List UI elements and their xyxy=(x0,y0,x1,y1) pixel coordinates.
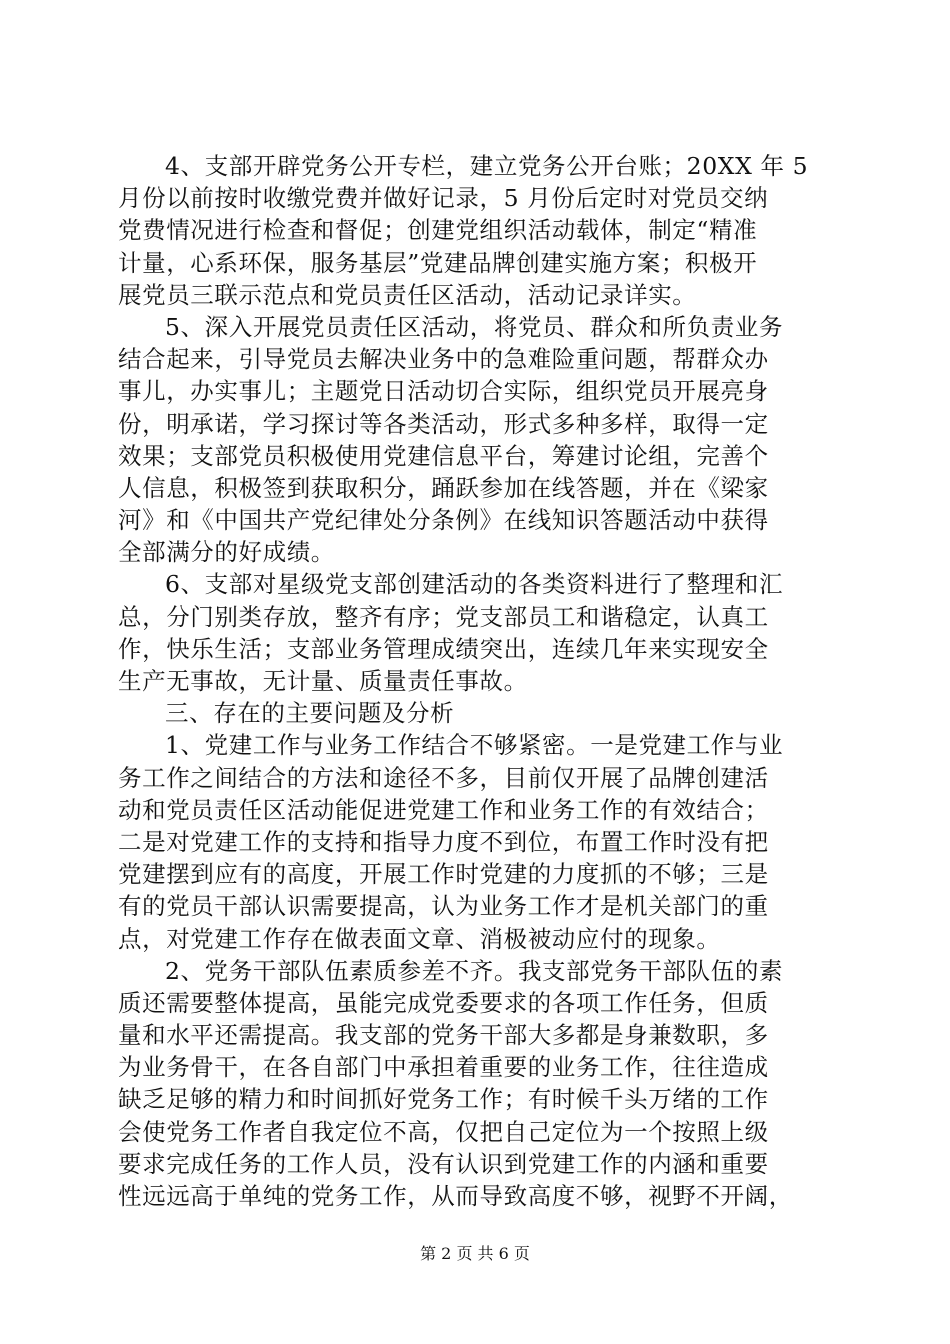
paragraph-5-line: 5、深入开展党员责任区活动，将党员、群众和所负责业务 xyxy=(165,312,784,341)
problem-1-line: 党建摆到应有的高度，开展工作时党建的力度抓的不够；三是 xyxy=(118,860,769,889)
problem-2-line: 会使党务工作者自我定位不高，仅把自己定位为一个按照上级 xyxy=(118,1117,769,1146)
problem-2-line: 为业务骨干，在各自部门中承担着重要的业务工作，往往造成 xyxy=(118,1053,769,1082)
paragraph-6-line: 总，分门别类存放，整齐有序；党支部员工和谐稳定，认真工 xyxy=(118,602,769,631)
paragraph-5-line: 事儿，办实事儿；主题党日活动切合实际，组织党员开展亮身 xyxy=(118,377,769,406)
paragraph-5-line: 河》和《中国共产党纪律处分条例》在线知识答题活动中获得 xyxy=(118,506,769,535)
problem-2-line: 量和水平还需提高。我支部的党务干部大多都是身兼数职，多 xyxy=(118,1021,769,1050)
problem-1-line: 务工作之间结合的方法和途径不多，目前仅开展了品牌创建活 xyxy=(118,763,769,792)
page-number-footer: 第 2 页 共 6 页 xyxy=(420,1244,530,1263)
problem-2-line: 质还需要整体提高，虽能完成党委要求的各项工作任务，但质 xyxy=(118,988,769,1017)
paragraph-4-line: 计量，心系环保，服务基层”党建品牌创建实施方案；积极开 xyxy=(118,248,758,277)
document-body xyxy=(118,150,838,1212)
paragraph-5-line: 效果；支部党员积极使用党建信息平台，筹建讨论组，完善个 xyxy=(118,441,769,470)
problem-1-line: 1、党建工作与业务工作结合不够紧密。一是党建工作与业 xyxy=(165,731,784,760)
paragraph-6-line: 作，快乐生活；支部业务管理成绩突出，连续几年来实现安全 xyxy=(118,634,769,663)
section-heading: 三、存在的主要问题及分析 xyxy=(165,699,455,728)
paragraph-4-line: 4、支部开辟党务公开专栏，建立党务公开台账；20XX 年 5 xyxy=(165,152,809,180)
problem-2-line: 缺乏足够的精力和时间抓好党务工作；有时候千头万绪的工作 xyxy=(118,1085,769,1114)
paragraph-4-line: 党费情况进行检查和督促；创建党组织活动载体，制定“精准 xyxy=(118,216,758,245)
paragraph-4-line: 月份以前按时收缴党费并做好记录，5 月份后定时对党员交纳 xyxy=(118,184,769,213)
paragraph-5-line: 全部满分的好成绩。 xyxy=(118,538,335,567)
paragraph-5-line: 人信息，积极签到获取积分，踊跃参加在线答题，并在《梁家 xyxy=(118,473,769,502)
paragraph-5-line: 份，明承诺，学习探讨等各类活动，形式多种多样，取得一定 xyxy=(118,409,769,438)
problem-2-line: 要求完成任务的工作人员，没有认识到党建工作的内涵和重要 xyxy=(118,1149,769,1178)
problem-1-line: 有的党员干部认识需要提高，认为业务工作才是机关部门的重 xyxy=(118,892,769,921)
problem-1-line: 二是对党建工作的支持和指导力度不到位，布置工作时没有把 xyxy=(118,827,769,856)
paragraph-6-line: 6、支部对星级党支部创建活动的各类资料进行了整理和汇 xyxy=(165,570,784,599)
problem-1-line: 动和党员责任区活动能促进党建工作和业务工作的有效结合； xyxy=(118,795,769,824)
paragraph-6-line: 生产无事故，无计量、质量责任事故。 xyxy=(118,667,528,695)
problem-2-line: 性远远高于单纯的党务工作，从而导致高度不够，视野不开阔， xyxy=(118,1182,793,1210)
paragraph-5-line: 结合起来，引导党员去解决业务中的急难险重问题，帮群众办 xyxy=(118,345,769,374)
paragraph-4-line: 展党员三联示范点和党员责任区活动，活动记录详实。 xyxy=(118,280,697,309)
problem-1-line: 点，对党建工作存在做表面文章、消极被动应付的现象。 xyxy=(118,924,721,953)
problem-2-line: 2、党务干部队伍素质参差不齐。我支部党务干部队伍的素 xyxy=(165,956,784,985)
